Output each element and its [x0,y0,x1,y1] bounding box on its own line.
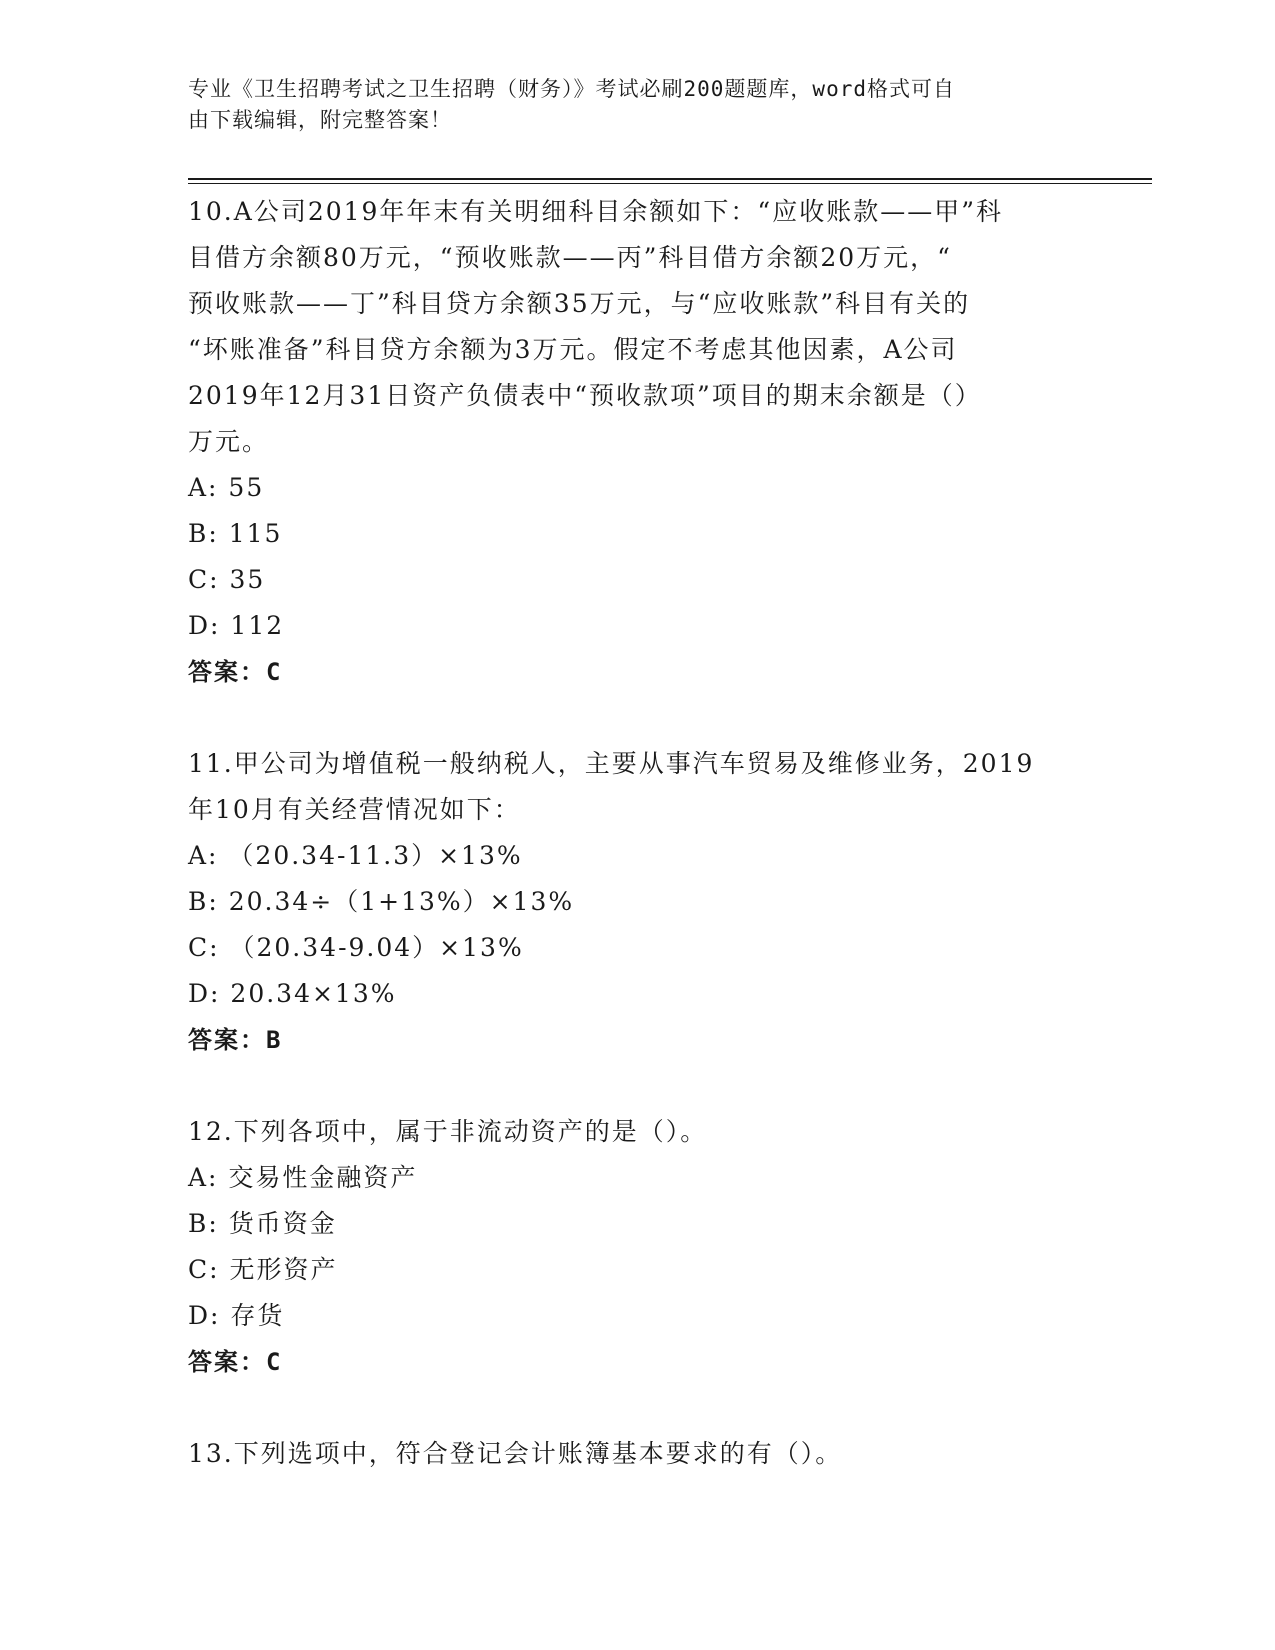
question-11 [188,741,1088,1063]
option-b: B: 115 [188,519,283,548]
question-stem [188,741,1088,833]
stem-line: 11.甲公司为增值税一般纳税人，主要从事汽车贸易及维修业务，2019 [188,749,1035,778]
document-header [188,74,1068,136]
question-gap [188,1063,1088,1109]
header-line-2: 由下载编辑，附完整答案！ [188,108,452,132]
option-c: C: 35 [188,565,266,594]
stem-line: 13.下列选项中，符合登记会计账簿基本要求的有（）。 [188,1439,843,1468]
answer-line [188,1017,1088,1063]
option-a: A: 交易性金融资产 [188,1163,418,1192]
option-b: B: 货币资金 [188,1209,337,1238]
question-gap [188,695,1088,741]
answer-label: 答案： [188,1026,266,1054]
header-rule-thick [188,178,1152,180]
stem-line: 万元。 [188,427,270,456]
question-stem [188,1109,1088,1155]
stem-line: 年10月有关经营情况如下： [188,795,521,824]
stem-line: 预收账款——丁”科目贷方余额35万元，与“应收账款”科目有关的 [188,289,971,318]
question-12 [188,1109,1088,1385]
option-a: A: 55 [188,473,265,502]
answer-label: 答案： [188,1348,266,1376]
answer-value: B [266,1026,283,1054]
option-c: C: 无形资产 [188,1255,338,1284]
option-c: C: （20.34-9.04）×13% [188,933,524,962]
answer-value: C [266,1348,283,1376]
question-stem [188,1431,1088,1477]
stem-line: 目借方余额80万元，“预收账款——丙”科目借方余额20万元，“ [188,243,952,272]
question-13 [188,1431,1088,1477]
answer-label: 答案： [188,658,266,686]
stem-line: “坏账准备”科目贷方余额为3万元。假定不考虑其他因素，A公司 [188,335,958,364]
question-10 [188,189,1088,695]
stem-line: 12.下列各项中，属于非流动资产的是（）。 [188,1117,708,1146]
header-rule-thin [188,183,1152,184]
answer-line [188,649,1088,695]
question-stem [188,189,1088,465]
answer-line [188,1339,1088,1385]
answer-value: C [266,658,283,686]
question-gap [188,1385,1088,1431]
option-d: D: 存货 [188,1301,285,1330]
option-d: D: 112 [188,611,285,640]
question-list [188,189,1088,1477]
option-a: A: （20.34-11.3）×13% [188,841,523,870]
stem-line: 2019年12月31日资产负债表中“预收款项”项目的期末余额是（） [188,381,982,410]
stem-line: 10.A公司2019年年末有关明细科目余额如下：“应收账款——甲”科 [188,197,1003,226]
header-line-1: 专业《卫生招聘考试之卫生招聘（财务）》考试必刷200题题库，word格式可自 [188,77,955,101]
option-b: B: 20.34÷（1+13%）×13% [188,887,575,916]
option-d: D: 20.34×13% [188,979,397,1008]
